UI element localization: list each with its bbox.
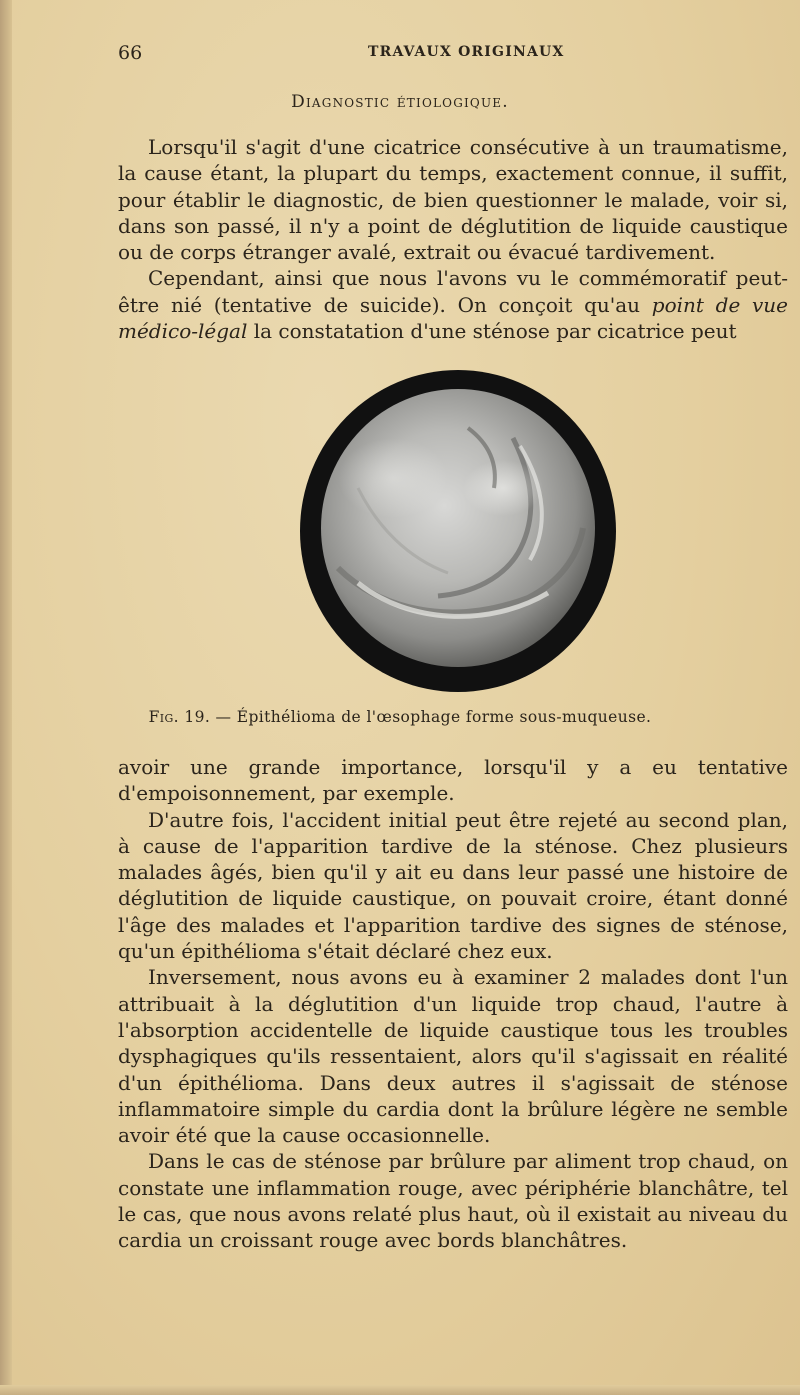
endoscopic-view-illustration [298,368,618,694]
paragraph: Lorsqu'il s'agit d'une cicatrice consécutive à un traumatisme, la cause étant, la plupart du temps, exactement connue, il suffit, pour établir le diagnostic, de bien questionner le malade, voir si, dans son passé, il n'y a point de déglutition de liquide caustique ou de corps étranger avalé, extrait ou évacué tardivement. [118,135,788,265]
running-title: TRAVAUX ORIGINAUX [368,44,565,60]
paragraph-text: Cependant, ainsi que nous l'avons vu le commémoratif peut-être nié (tentative de suicide). On conçoit qu'au [118,266,788,317]
figure-endoscopic-image [298,368,618,694]
paragraph: Inversement, nous avons eu à examiner 2 malades dont l'un attribuait à la déglutition d'un liquide trop chaud, l'autre à l'absorption accidentelle de liquide caustique tous les troubles dysphagiques qu'ils ressentaient, alors qu'il s'agissait en réalité d'un épithélioma. Dans deux autres il s'agissait de sténose inflammatoire simple du cardia dont la brûlure légère ne semble avoir été que la cause occasionnelle. [118,965,788,1148]
section-title: Diagnostic étiologique. [291,92,509,112]
page-bottom-edge [0,1385,800,1395]
text-block-bottom [118,754,788,1254]
text-block-top [118,134,788,344]
paragraph: D'autre fois, l'accident initial peut être rejeté au second plan, à cause de l'apparition tardive de la sténose. Chez plusieurs malades âgés, bien qu'il y ait eu dans leur passé une histoire de déglutition de liquide caustique, on pouvait croire, étant donné l'âge des malades et l'apparition tardive des signes de sténose, qu'un épithélioma s'était déclaré chez eux. [118,807,788,964]
paragraph [118,265,788,344]
paragraph-text: la constatation d'une sténose par cicatrice peut [247,319,737,344]
paragraph-continuation: avoir une grande importance, lorsqu'il y a eu tentative d'empoisonnement, par exemple. [118,755,788,806]
italic-phrase: point de vue médico-légal [118,292,789,344]
figure-label: Fig. 19. [148,708,211,726]
mucosa [321,389,595,667]
figure-caption [0,708,800,726]
page-number: 66 [118,42,143,64]
page-left-edge [0,0,12,1395]
running-head [118,42,758,68]
figure-caption-text: — Épithélioma de l'œsophage forme sous-muqueuse. [215,708,652,726]
paragraph: Dans le cas de sténose par brûlure par aliment trop chaud, on constate une inflammation rouge, avec périphérie blanchâtre, tel le cas, que nous avons relaté plus haut, où il existait au niveau du cardia un croissant rouge avec bords blanchâtres. [118,1149,788,1253]
